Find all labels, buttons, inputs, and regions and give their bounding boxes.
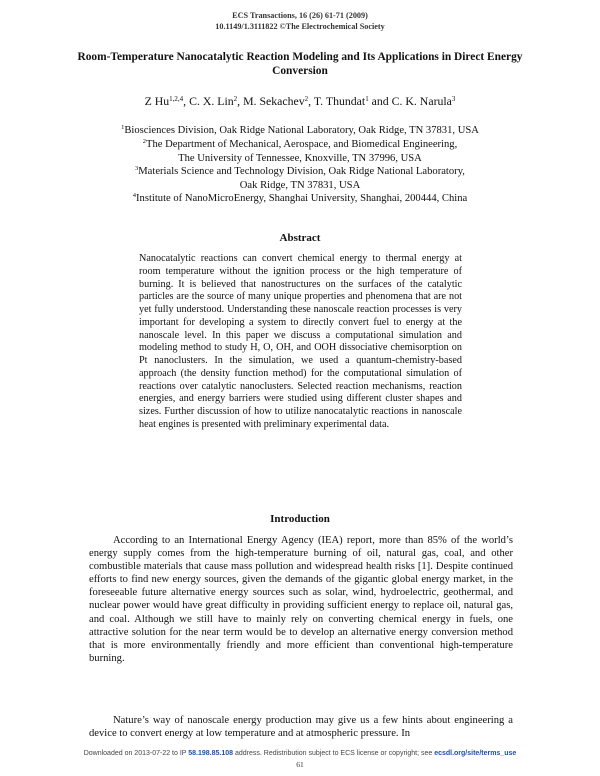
abstract-heading: Abstract (279, 232, 321, 244)
author-affiliation-mark: 2 (233, 95, 238, 103)
author-affiliation-mark: 2 (304, 95, 309, 103)
author-name: T. Thundat (313, 94, 366, 108)
doi-line: 10.1149/1.3111822 ©The Electrochemical Society (215, 22, 385, 31)
intro-paragraph-2: Nature’s way of nanoscale energy production may give us a few hints about engineering a device to convert energy at low temperature and at atmospheric pressure. In (89, 715, 513, 740)
author-list: Z Hu$^{1,2,4}$, C. X. Lin$^2$, M. Sekachev$^2$, T. Thundat$^1$ and C. K. Narula$^3$ (144, 94, 456, 108)
download-notice: Downloaded on 2013-07-22 to IP 58.198.85.108 address. Redistribution subject to ECS license or copyright; see ecsdl.org/site/terms_use (83, 750, 517, 757)
affiliation-2: $^2$The Department of Mechanical, Aerospace, and Biomedical Engineering, The University of Tennessee, Knoxville, TN 37996, USA (142, 138, 458, 164)
ip-address-link[interactable]: 58.198.85.108 (188, 750, 234, 757)
author-affiliation-mark: 1 (365, 95, 369, 103)
author-name: M. Sekachev (243, 94, 305, 108)
intro-paragraph-1: According to an International Energy Agency (IEA) report, more than 85% of the world’s energy supply comes from the high-temperature burning of oil, natural gas, coal, and other combustible materials that cause mass pollution and widespread health risks [1]. Despite continued efforts to find new energy sources, given the demands of the gigantic global energy market, in the foreseeable future alternative energy sources such as solar, wind, hydroelectric, geothermal, and nuclear power would have great difficulty in providing sufficient energy to replace oil, natural gas, and coal. Although we still have to mainly rely on converting chemical energy in fuels, one attractive solution for the near term would be to develop an alternative energy conversion method that is more environmentally friendly and more efficient than conventional high-temperature burning. (89, 535, 513, 664)
affiliation-3: $^3$Materials Science and Technology Division, Oak Ridge National Laboratory, Oak Ridge, TN 37831, USA (135, 165, 465, 191)
page-number: 61 (296, 760, 304, 769)
abstract-text: Nanocatalytic reactions can convert chemical energy to thermal energy at room temperature without the ignition process or the high temperature of burning. It is believed that nanostructures on the surfaces of the catalytic particles are the source of many unique properties and phenomena that are not yet fully understood. Understanding these nanoscale reaction processes is very important for developing a system to directly convert fuel to energy at the nanoscale level. In this paper we discuss a computational simulation and modeling method to study H, O, OH, and OOH dissociative chemisorption on Pt nanoclusters. In the simulation, we used a quantum-chemistry-based approach (the density function method) for the computational simulation of reactions over catalytic nanoclusters. Selected reaction mechanisms, reaction energies, and energy barriers were studied using different cluster shapes and sizes. Further discussion of how to utilize nanocatalytic reactions in nanoscale heat engines is presented with preliminary experimental data. (139, 253, 462, 430)
author-name: C. K. Narula (391, 94, 452, 108)
author-name: C. X. Lin (189, 94, 234, 108)
journal-citation: ECS Transactions, 16 (26) 61-71 (2009) (232, 11, 368, 20)
introduction-heading: Introduction (270, 513, 330, 525)
affiliation-1: $^1$Biosciences Division, Oak Ridge National Laboratory, Oak Ridge, TN 37831, USA (121, 124, 479, 136)
paper-title: Room-Temperature Nanocatalytic Reaction Modeling and Its Applications in Direct Energy Conversion (77, 51, 523, 77)
author-affiliation-mark: 3 (451, 95, 456, 103)
author-name: Z Hu (144, 94, 170, 108)
affiliation-4: $^4$Institute of NanoMicroEnergy, Shanghai University, Shanghai, 200444, China (132, 192, 468, 204)
terms-of-use-link[interactable]: ecsdl.org/site/terms_use (434, 750, 517, 757)
author-affiliation-mark: 1,2,4 (169, 95, 184, 103)
